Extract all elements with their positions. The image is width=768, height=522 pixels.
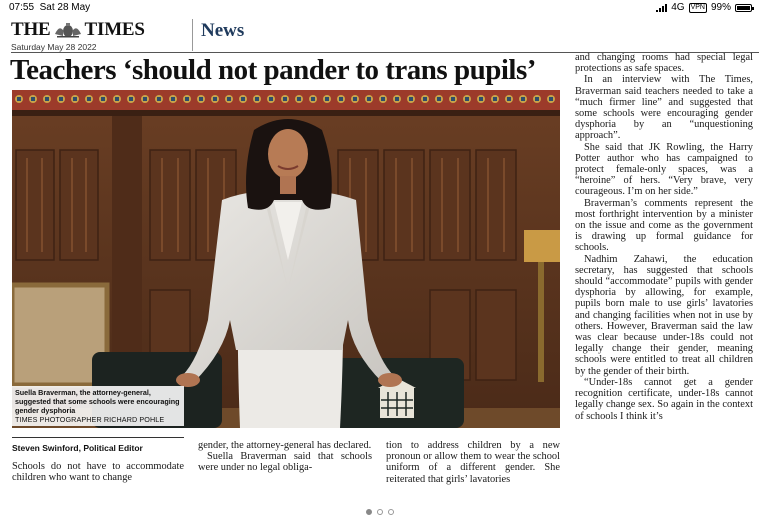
battery-icon [735,4,752,12]
paragraph: She said that JK Rowling, the Harry Potter author who has campaigned to protect female-only spaces, was a “heroine” of hers. “Very brave, very courageous. I’m on her side.” [575,141,753,198]
page-dot-2[interactable] [377,509,383,515]
page-dot-1[interactable] [366,509,372,515]
paragraph: Suella Braverman said that schools were under no legal obliga- [198,451,372,474]
masthead [11,19,191,52]
status-time-date [9,2,90,13]
page-indicator[interactable] [366,509,394,515]
status-date: Sat 28 May [39,2,91,13]
logo-text-left: THE [11,19,51,40]
photo-caption [12,386,184,426]
paragraph: In an interview with The Times, Braverman said teachers needed to take a “much firmer line” and suggested that some schools were encouraging gender dysphoria by an “unquestioning approach”. [575,74,753,142]
article-byline[interactable]: Steven Swinford, Political Editor [12,443,143,453]
article-column-4 [575,52,753,422]
status-bar [0,0,768,16]
byline-rule [12,437,184,438]
article-column-3 [386,440,560,485]
masthead-divider [192,19,193,51]
paragraph: Schools do not have to accommodate children who want to change [12,461,184,484]
logo-text-right: TIMES [84,19,145,40]
article-photo[interactable] [12,90,560,428]
paragraph: “Under-18s cannot get a gender recognition certificate, under-18s cannot legally change sex. So again in the context of schools I think it’s [575,376,753,422]
section-title[interactable]: News [201,20,245,41]
vpn-icon: VPN [690,3,705,11]
signal-icon [656,4,667,12]
status-indicators [656,2,752,13]
paragraph: and changing rooms had special legal protections as safe spaces. [575,52,753,75]
status-time: 07:55 [9,2,35,13]
paragraph: Nadhim Zahawi, the education secretary, has suggested that schools should “accommodate” pupils with gender dysphoria by allowing, for example, pupils born male to use girls’ lavatories and changing facilities when not in use by others. However, Braverman said the law was clear because under-18s could not legally change their gender, meaning schools were entitled to treat all children by the gender of their birth. [575,253,753,377]
photo-credit: TIMES PHOTOGRAPHER RICHARD POHLE [15,415,165,424]
battery-fill [737,6,750,10]
paragraph: gender, the attorney-general has declared. [198,440,372,451]
paragraph: tion to address children by a new pronoun or allow them to wear the school uniform of a different gender. She reiterated that girls’ lavatories [386,440,560,485]
caption-text: Suella Braverman, the attorney-general, suggested that some schools were encouraging gender dysphoria [15,388,180,415]
photo-illustration [12,90,560,428]
paragraph: Braverman’s comments represent the most forthright intervention by a minister on the issue and come as the government is drawing up formal guidance for schools. [575,197,753,254]
battery-percent: 99% [710,2,731,13]
page-dot-3[interactable] [388,509,394,515]
article-headline: Teachers ‘should not pander to trans pupils’ [10,54,536,86]
times-logo[interactable] [11,19,191,41]
royal-crest-icon [53,22,83,38]
article-column-1 [12,461,184,483]
article-column-2 [198,440,372,474]
edition-date: Saturday May 28 2022 [11,42,97,52]
network-label: 4G [671,2,685,13]
